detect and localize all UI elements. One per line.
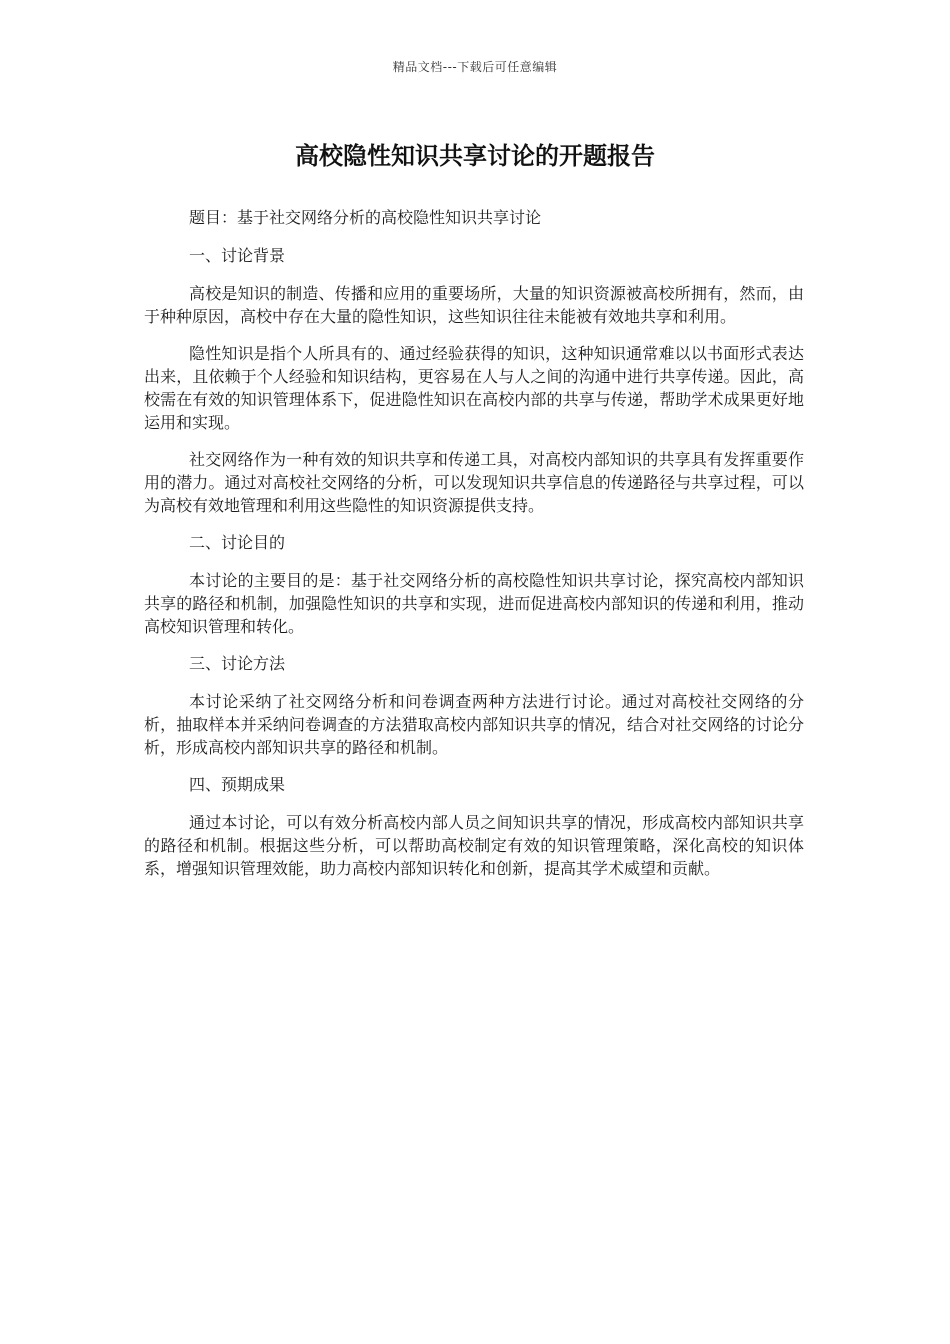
document-body xyxy=(144,206,804,894)
section-heading-background: 一、讨论背景 xyxy=(189,246,286,265)
document-title: 高校隐性知识共享讨论的开题报告 xyxy=(295,142,655,170)
section-heading-method: 三、讨论方法 xyxy=(189,654,286,673)
section-heading-outcomes: 四、预期成果 xyxy=(189,775,286,794)
method-paragraph: 本讨论采纳了社交网络分析和问卷调查两种方法进行讨论。通过对高校社交网络的分析，抽取样本并采纳问卷调查的方法猎取高校内部知识共享的情况，结合对社交网络的讨论分析，形成高校内部知识共享的路径和机制。 xyxy=(144,692,804,757)
page-header-note: 精品文档---下载后可任意编辑 xyxy=(392,60,558,74)
section-heading-purpose: 二、讨论目的 xyxy=(189,533,286,552)
purpose-paragraph: 本讨论的主要目的是：基于社交网络分析的高校隐性知识共享讨论，探究高校内部知识共享的路径和机制，加强隐性知识的共享和实现，进而促进高校内部知识的传递和利用，推动高校知识管理和转化。 xyxy=(144,571,804,636)
subject-line: 题目：基于社交网络分析的高校隐性知识共享讨论 xyxy=(189,208,542,227)
outcomes-paragraph: 通过本讨论，可以有效分析高校内部人员之间知识共享的情况，形成高校内部知识共享的路径和机制。根据这些分析，可以帮助高校制定有效的知识管理策略，深化高校的知识体系，增强知识管理效能，助力高校内部知识转化和创新，提高其学术威望和贡献。 xyxy=(144,813,804,878)
background-paragraph-1: 高校是知识的制造、传播和应用的重要场所，大量的知识资源被高校所拥有，然而，由于种种原因，高校中存在大量的隐性知识，这些知识往往未能被有效地共享和利用。 xyxy=(144,284,804,326)
background-paragraph-3: 社交网络作为一种有效的知识共享和传递工具，对高校内部知识的共享具有发挥重要作用的潜力。通过对高校社交网络的分析，可以发现知识共享信息的传递路径与共享过程，可以为高校有效地管理和利用这些隐性的知识资源提供支持。 xyxy=(144,450,804,515)
background-paragraph-2: 隐性知识是指个人所具有的、通过经验获得的知识，这种知识通常难以以书面形式表达出来，且依赖于个人经验和知识结构，更容易在人与人之间的沟通中进行共享传递。因此，高校需在有效的知识管理体系下，促进隐性知识在高校内部的共享与传递，帮助学术成果更好地运用和实现。 xyxy=(144,344,804,432)
